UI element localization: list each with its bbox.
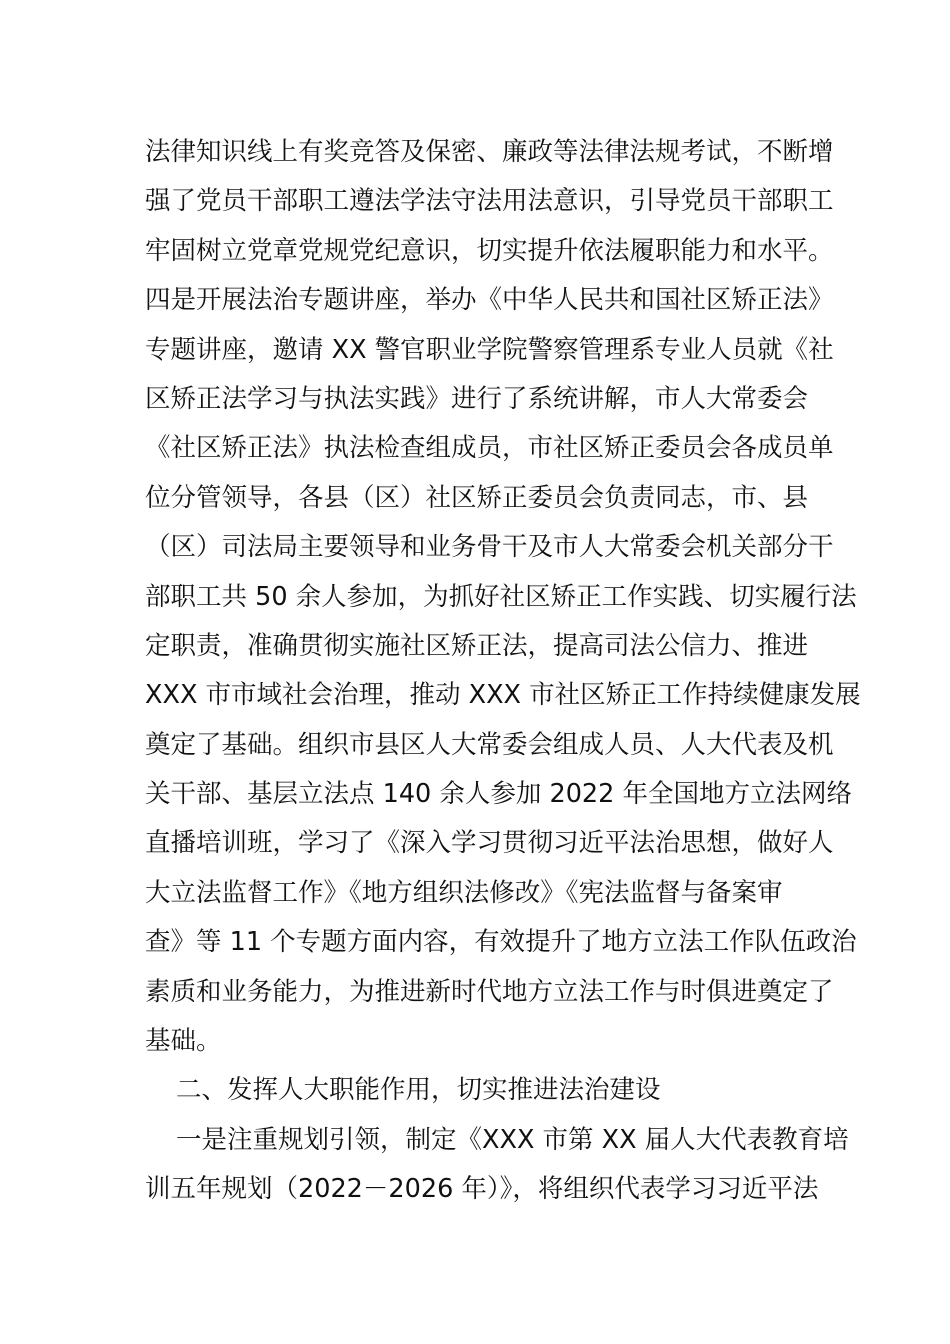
text-line: 查》等 11 个专题方面内容，有效提升了地方立法工作队伍政治 (145, 927, 857, 958)
text-line: 牢固树立党章党规党纪意识，切实提升依法履职能力和水平。 (145, 235, 834, 266)
text-line: 训五年规划（2022－2026 年）》，将组织代表学习习近平法 (145, 1174, 819, 1205)
text-line: 强了党员干部职工遵法学法守法用法意识，引导党员干部职工 (145, 186, 834, 217)
text-line: 部职工共 50 余人参加，为抓好社区矫正工作实践、切实履行法 (145, 581, 857, 612)
text-line: 大立法监督工作》《地方组织法修改》《宪法监督与备案审 (145, 877, 783, 908)
text-line: XXX 市市域社会治理，推动 XXX 市社区矫正工作持续健康发展 (145, 680, 861, 711)
text-line: 一是注重规划引领，制定《XXX 市第 XX 届人大代表教育培 (176, 1124, 849, 1155)
text-line: 素质和业务能力，为推进新时代地方立法工作与时俱进奠定了 (145, 976, 834, 1007)
text-line: 基础。 (145, 1026, 222, 1057)
text-line: 关干部、基层立法点 140 余人参加 2022 年全国地方立法网络 (145, 779, 852, 810)
text-line: 直播培训班，学习了《深入学习贯彻习近平法治思想，做好人 (145, 828, 834, 859)
text-line: 奠定了基础。组织市县区人大常委会组成人员、人大代表及机 (145, 729, 834, 760)
text-line: 专题讲座，邀请 XX 警官职业学院警察管理系专业人员就《社 (145, 334, 834, 365)
text-line: （区）司法局主要领导和业务骨干及市人大常委会机关部分干 (145, 532, 834, 563)
text-line: 位分管领导，各县（区）社区矫正委员会负责同志，市、县 (145, 482, 809, 513)
text-line: 《社区矫正法》执法检查组成员，市社区矫正委员会各成员单 (145, 433, 834, 464)
text-line: 定职责，准确贯彻实施社区矫正法，提高司法公信力、推进 (145, 630, 809, 661)
section-heading: 二、发挥人大职能作用，切实推进法治建设 (176, 1075, 661, 1106)
text-line: 法律知识线上有奖竞答及保密、廉政等法律法规考试，不断增 (145, 137, 834, 167)
text-line: 区矫正法学习与执法实践》进行了系统讲解，市人大常委会 (145, 383, 809, 414)
document-body (145, 128, 861, 1215)
text-line: 四是开展法治专题讲座，举办《中华人民共和国社区矫正法》 (145, 285, 834, 316)
